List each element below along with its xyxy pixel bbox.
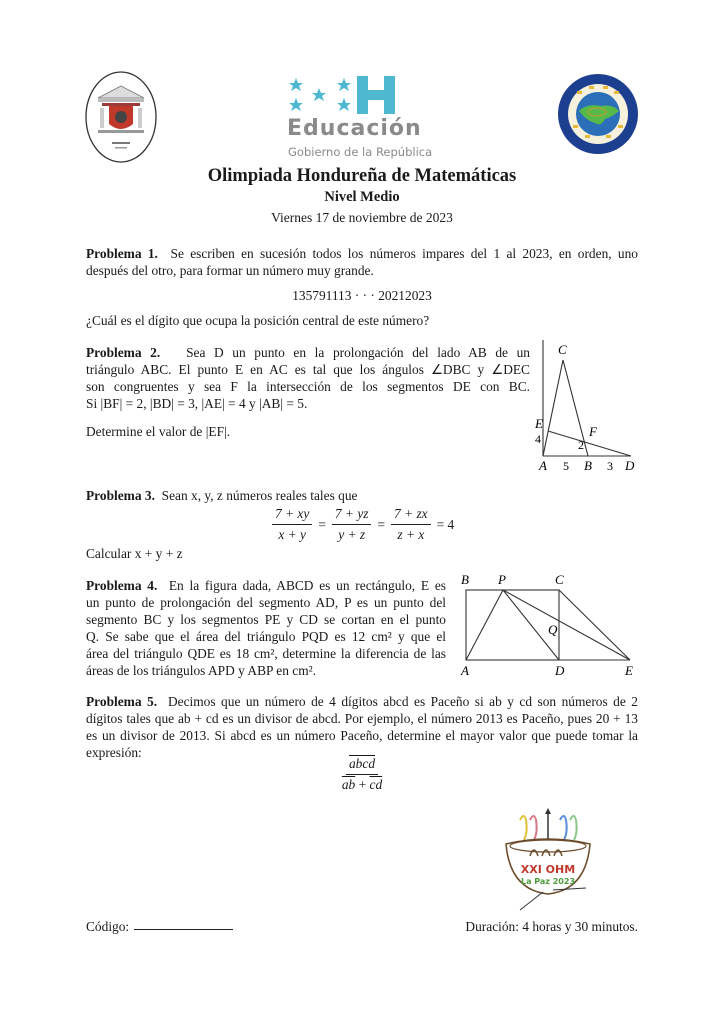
point-F-label: F xyxy=(589,424,597,439)
problem-2-line-3: son congruentes y sea F la intersección de los segmentos DE con BC. xyxy=(86,379,530,394)
problem-3-question: Calcular x + y + z xyxy=(86,546,183,561)
fraction-2: $\frac{7 + yz}{y + z}$ xyxy=(332,506,372,543)
problem-5-line-4: expresión: xyxy=(86,745,142,760)
problem-4-rectangle-figure xyxy=(452,570,652,685)
problem-4-line-6: áreas de los triángulos APD y ABP en cm². xyxy=(86,663,317,678)
problem-5-expression xyxy=(0,756,724,793)
problem-4-line-1: Problema 4. En la figura dada, ABCD es un rectángulo, E es xyxy=(86,578,446,593)
problem-2-line-4: Si |BF| = 2, |BD| = 3, |AE| = 4 y |AB| = 5. xyxy=(86,396,308,411)
problem-1-line-2: después del otro, para formar un número muy grande. xyxy=(86,263,374,278)
ministry-education-logo xyxy=(285,74,445,162)
point-A-label: A xyxy=(461,663,469,678)
problem-5-line-1: Problema 5. Decimos que un número de 4 dígitos abcd es Paceño si ab y cd son números de 2 xyxy=(86,694,638,709)
ministry-name: Educación xyxy=(287,116,422,141)
problem-4-line-3: segmento BC y los segmentos PE y CD se cortan en el punto xyxy=(86,612,446,627)
ministry-subtitle: Gobierno de la República xyxy=(288,145,433,159)
point-D-label: D xyxy=(555,663,565,678)
segment-AC xyxy=(543,360,563,456)
point-C-label: C xyxy=(558,342,567,357)
segment-PE xyxy=(503,590,630,660)
problem-5-line-2: dígitos tales que ab + cd es un divisor de abcd. Por ejemplo, el número 2013 es Paceño, pues 20 + 13 xyxy=(86,711,638,726)
problem-2-triangle-figure xyxy=(528,340,648,475)
point-B-label: B xyxy=(461,572,469,587)
segment-PA xyxy=(466,590,503,660)
problem-3-equation: $\frac{7 + xy}{x + y}$ = $\frac{7 + yz}{y + z}$ = $\frac{7 + zx}{z + x}$ = 4 xyxy=(272,506,454,543)
ohm-bowl-emblem-icon xyxy=(498,806,598,916)
exam-date: Viernes 17 de noviembre de 2023 xyxy=(271,210,453,225)
problem-4-label: Problema 4. xyxy=(86,578,158,593)
problem-1-line-1: Problema 1. Se escriben en sucesión todos los números impares del 1 al 2023, en orden, uno xyxy=(86,246,638,261)
problem-2-label: Problema 2. xyxy=(86,345,161,360)
point-E-label: E xyxy=(625,663,633,678)
code-field[interactable] xyxy=(134,929,233,930)
point-A-label: A xyxy=(539,458,547,473)
problem-1-question: ¿Cuál es el dígito que ocupa la posición central de este número? xyxy=(86,313,430,328)
problem-5-line-3: es un divisor de 2013. Si abcd es un número Paceño, determine el mayor valor que puede tomar la xyxy=(86,728,638,743)
problem-5-label: Problema 5. xyxy=(86,694,158,709)
point-C-label: C xyxy=(555,572,564,587)
problem-3-intro: Problema 3. Sean x, y, z números reales tales que xyxy=(86,488,358,503)
problem-2-question: Determine el valor de |EF|. xyxy=(86,424,231,439)
paceno-fraction: $\frac{\text{abcd}}{\overline{ab} + \overline{cd}}$ xyxy=(341,756,383,792)
segment-CE xyxy=(559,590,630,660)
problem-4-line-4: Q. Se sabe que el área del triángulo PQD es 12 cm² y que el xyxy=(86,629,446,644)
emblem-subtitle: La Paz 2023 xyxy=(520,877,576,886)
length-AE-label: 4 xyxy=(535,432,541,446)
committee-seal-icon xyxy=(557,73,639,155)
point-P-label: P xyxy=(498,572,506,587)
school-crest-logo xyxy=(84,70,158,164)
rectangle-ABCD xyxy=(466,590,559,660)
length-BF-label: 2 xyxy=(578,438,584,452)
problem-4-line-2: un punto de prolongación del segmento AD, P es un punto del xyxy=(86,595,446,610)
problem-1-number: 135791113 · · · 20212023 xyxy=(292,288,432,303)
emblem-title: XXI OHM xyxy=(520,863,576,876)
problem-3-label: Problema 3. xyxy=(86,488,155,503)
fraction-1: $\frac{7 + xy}{x + y}$ xyxy=(272,506,312,543)
problem-1-label: Problema 1. xyxy=(86,246,158,261)
duration-label: Duración: 4 horas y 30 minutos. xyxy=(465,919,638,934)
point-B-label: B xyxy=(584,458,592,473)
problem-4-line-5: área del triángulo QDE es 18 cm², determine la diferencia de las xyxy=(86,646,446,661)
code-label: Código: xyxy=(86,919,130,934)
exam-title: Olimpiada Hondureña de Matemáticas xyxy=(207,166,517,186)
problem-2-line-2: triángulo ABC. El punto E en AC es tal que los ángulos ∠DBC y ∠DEC xyxy=(86,362,530,377)
equation-result: = 4 xyxy=(436,516,455,532)
length-BD-label: 3 xyxy=(607,459,613,473)
exam-level: Nivel Medio xyxy=(324,189,400,205)
problem-2-line-1: Problema 2. Sea D un punto en la prolongación del lado AB de un xyxy=(86,345,531,360)
school-crest-icon xyxy=(84,70,158,164)
point-Q-label: Q xyxy=(548,622,558,637)
point-E-label: E xyxy=(535,416,543,431)
point-D-label: D xyxy=(625,458,635,473)
fraction-3: $\frac{7 + zx}{z + x}$ xyxy=(391,506,431,543)
length-AB-label: 5 xyxy=(563,459,569,473)
ohm-2023-emblem xyxy=(498,806,598,916)
committee-seal-logo xyxy=(557,73,639,155)
